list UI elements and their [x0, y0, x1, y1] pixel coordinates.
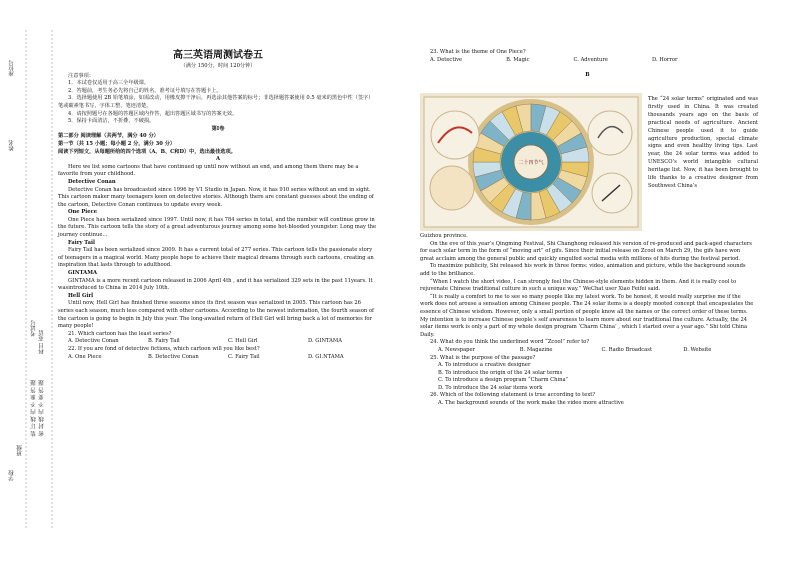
page-title: 高三英语周测试卷五 — [173, 50, 263, 61]
question-stem: 23. What is the theme of One Piece? — [430, 49, 526, 55]
option[interactable]: D. GI.NTAMA — [308, 353, 344, 360]
question-stem: 24. What do you think the underlined word “Zcool” refer to? — [430, 339, 590, 346]
option[interactable]: D. Website — [683, 346, 712, 353]
option[interactable]: A. The background sounds of the work make the video more attractive — [438, 400, 624, 407]
solar-terms-illustration — [420, 93, 642, 231]
cartoon-title: One Piece — [68, 209, 98, 216]
option[interactable]: A. One Piece — [68, 353, 102, 360]
option[interactable]: D. GINTAMA — [308, 338, 342, 345]
cartoon-text: Detective Conan has broadcasted since 1996 by V1 Studio in Japan. Now, it has 910 series without an end in sight. This cartoon maker many teenagers keen on detective stories. Although there are constant guesses about the ending of the cartoon, Detective Conan continues to update every week. — [58, 186, 374, 208]
margin-exam-no: 考试号 — [31, 320, 37, 337]
question-options — [58, 338, 378, 346]
cartoon-text: One Piece has been serialized since 1997. Until now, it has 784 series in total, and the number will continue grow in the future. This cartoon tells the story of a great adventurous journey among some hot-blooded youngster. Long may the journey continue… — [58, 216, 377, 239]
option[interactable]: A. Detective Conan — [68, 338, 119, 345]
right-column-top — [420, 49, 755, 80]
passage-b-paragraph: On the eve of this year’s Qingming Festival, Shi Changhong released his version of re-produced and pack-aged characters for each solar term in the form of “moving art” of gifs. Since their initial release on Zcool on March 29, the gifs have won great acclaim among the general public and quickly engulfed social media with millions of hits during the festival period. — [420, 240, 752, 262]
margin-fold-2: 密 封 线 内 不 要 答 题 — [39, 380, 45, 437]
notes-heading: 注意事项： — [68, 72, 94, 79]
instructions: 阅读下列短文，从每题所给的四个选项（A、B、C和D）中，选出最佳选项。 — [58, 148, 236, 155]
question-stem: 21. Which cartoon has the least series? — [68, 330, 172, 337]
part-label: 第Ⅰ卷 — [211, 125, 225, 132]
margin-fold-1: 装 订 线 内 不 准 答 题 — [31, 380, 37, 437]
option[interactable]: C. Hell Girl — [228, 338, 258, 345]
note-item: 3．选择题使用 2B 铅笔填涂，如需改动，用橡皮擦干净后，再选涂其他答案的标号；非选择题答案使用 0.5 毫米的黑色中性（签字）笔或碳素笔书写，字体工整，笔迹清楚。 — [58, 95, 374, 109]
wheel-center-label: 二十四节气 — [518, 160, 544, 166]
left-column — [58, 49, 378, 361]
cartoon-text: Until now, Hell Girl has finished three seasons since its first season was serialized in 2005. This cartoon has 26 series each season, much less compared with other cartoons. According to the newest information, the fourth season of the cartoon is going to begin in July this year. The long-awaited return of Hell Girl will bring back a lot of memories for many people! — [58, 300, 374, 330]
note-item: 2．答题前，考生务必先将自己的姓名、准考证号填写在答题卡上。 — [68, 87, 222, 94]
margin-subject: 科目 英语 — [39, 330, 45, 354]
option[interactable]: D. Horror — [651, 56, 678, 63]
option[interactable]: B. Magazine — [519, 346, 553, 353]
cartoon-text: GINTAMA is a more recent cartoon released in 2006 April 4th , and it has serialized 329 sets in the past 11years. It wasintroduced to China in 2014 July 10th. — [58, 277, 373, 292]
passage-b-intro: The “24 solar terms” originated and was firstly used in China. It was created thousands years ago on the basis of practical needs of agriculture. Ancient Chinese people used it to guide agriculture production, special climate signs and even healthy living tips. Last year, the 24 solar terms was added to UNESCO’s world intangible cultural heritage list. Now, it has been brought to life thanks to a creative designer from Southwest China’s — [648, 96, 758, 189]
right-column-bottom — [420, 233, 755, 408]
section-heading: 第二部分 阅读理解（共两节，满分 40 分） — [58, 133, 159, 140]
cartoon-title: Detective Conan — [68, 178, 116, 185]
margin-seat-no: 座位号 — [9, 60, 15, 77]
cartoon-title: Fairy Tail — [68, 239, 95, 246]
question-stem: 26. Which of the following statement is true according to text? — [430, 392, 596, 399]
margin-name: 姓名 — [9, 140, 15, 151]
option[interactable]: A. To introduce a creative designer — [438, 362, 531, 369]
option[interactable]: B. Detective Conan — [148, 353, 199, 360]
passage-b-paragraph: “When I watch the short video, I can strongly feel the Chinese-style elements hidden in them. And it is really cool to rejuvenate Chinese traditional culture in such a unique way.” WeChat user Xiao Feifei said. — [420, 278, 737, 293]
passage-a-letter: A — [215, 156, 221, 163]
passage-b-continuation: Guizhou province. — [420, 233, 468, 239]
note-item: 5．保持卡面清洁，不折叠，不破损。 — [68, 118, 155, 125]
question-options — [420, 347, 755, 355]
passage-b-paragraph: To maximize publicity, Shi released his work in three forms: video, animation and picture, while the background sounds add to the brilliance. — [420, 263, 746, 277]
passage-b-paragraph: “It is really a comfort to me to see so many people like my latest work. To be honest, it would really surprise me if the work does not arouse a sensation among Chinese people. The 24 solar items is a deeply mooted concept that encapsulates the essence of Chinese wisdom. However, only a small portion of people know all the names or the correct order of these terms. My intention is to increase Chinese people’s self awareness to learn more about our traditional fine culture. Actually, the 24 solar items work is only a part of my whole design program ‘Charm China’ , which I started over a year ago.” Shi told China Daily. — [420, 293, 754, 338]
note-item: 1．本试卷仅适用于高三全年级课。 — [68, 80, 150, 87]
option[interactable]: A. Newspaper — [438, 346, 476, 353]
margin-school: 学校 — [9, 470, 15, 481]
option[interactable]: C. Adventure — [573, 56, 608, 63]
cartoon-text: Fairy Tail has been serialized since 2009. It has a current total of 277 series. This cartoon tells the passionate story of teenagers in a magical world. Many people hope to achieve their magical dreams through such cartoons, creating an inspiration that lasts through to adulthood. — [58, 247, 374, 269]
option[interactable]: B. Magic — [506, 56, 530, 63]
binding-margin — [0, 0, 62, 561]
option[interactable]: C. To introduce a design program “Charm China” — [438, 377, 569, 384]
option[interactable]: A. Detective — [430, 56, 463, 63]
solar-terms-wheel — [420, 93, 642, 231]
option[interactable]: C. Fairy Tail — [228, 353, 260, 360]
option[interactable]: B. Fairy Tail — [148, 338, 180, 345]
margin-class: 班级 — [17, 445, 23, 456]
question-options — [58, 354, 378, 362]
passage-b-letter: B — [585, 72, 590, 79]
option[interactable]: D. To introduce the 24 solar items work — [438, 384, 543, 391]
page-subtitle: （满分 150分，时间 120分钟） — [180, 63, 256, 69]
cartoon-title: GINTAMA — [68, 270, 97, 277]
question-stem: 22. If you are fond of detective fictions, which cartoon will you like best? — [68, 345, 260, 352]
passage-a-intro: Here we list some cartoons that have continued up until now without an end, and among them there may be a favorite from your childhood. — [58, 163, 359, 178]
cartoon-title: Hell Girl — [68, 292, 94, 299]
question-options — [420, 57, 755, 65]
subsection-heading: 第一节（共 15 小题；每小题 2 分，满分 30 分） — [58, 140, 176, 147]
option[interactable]: C. Radio Broadcast — [601, 346, 653, 353]
option[interactable]: B. To introduce the origin of the 24 solar terms — [438, 369, 563, 376]
question-stem: 25. What is the purpose of the passage? — [430, 354, 536, 361]
note-item: 4．请按照题号在各题的答题区域内作答，超出答题区域书写的答案无效。 — [68, 110, 238, 117]
